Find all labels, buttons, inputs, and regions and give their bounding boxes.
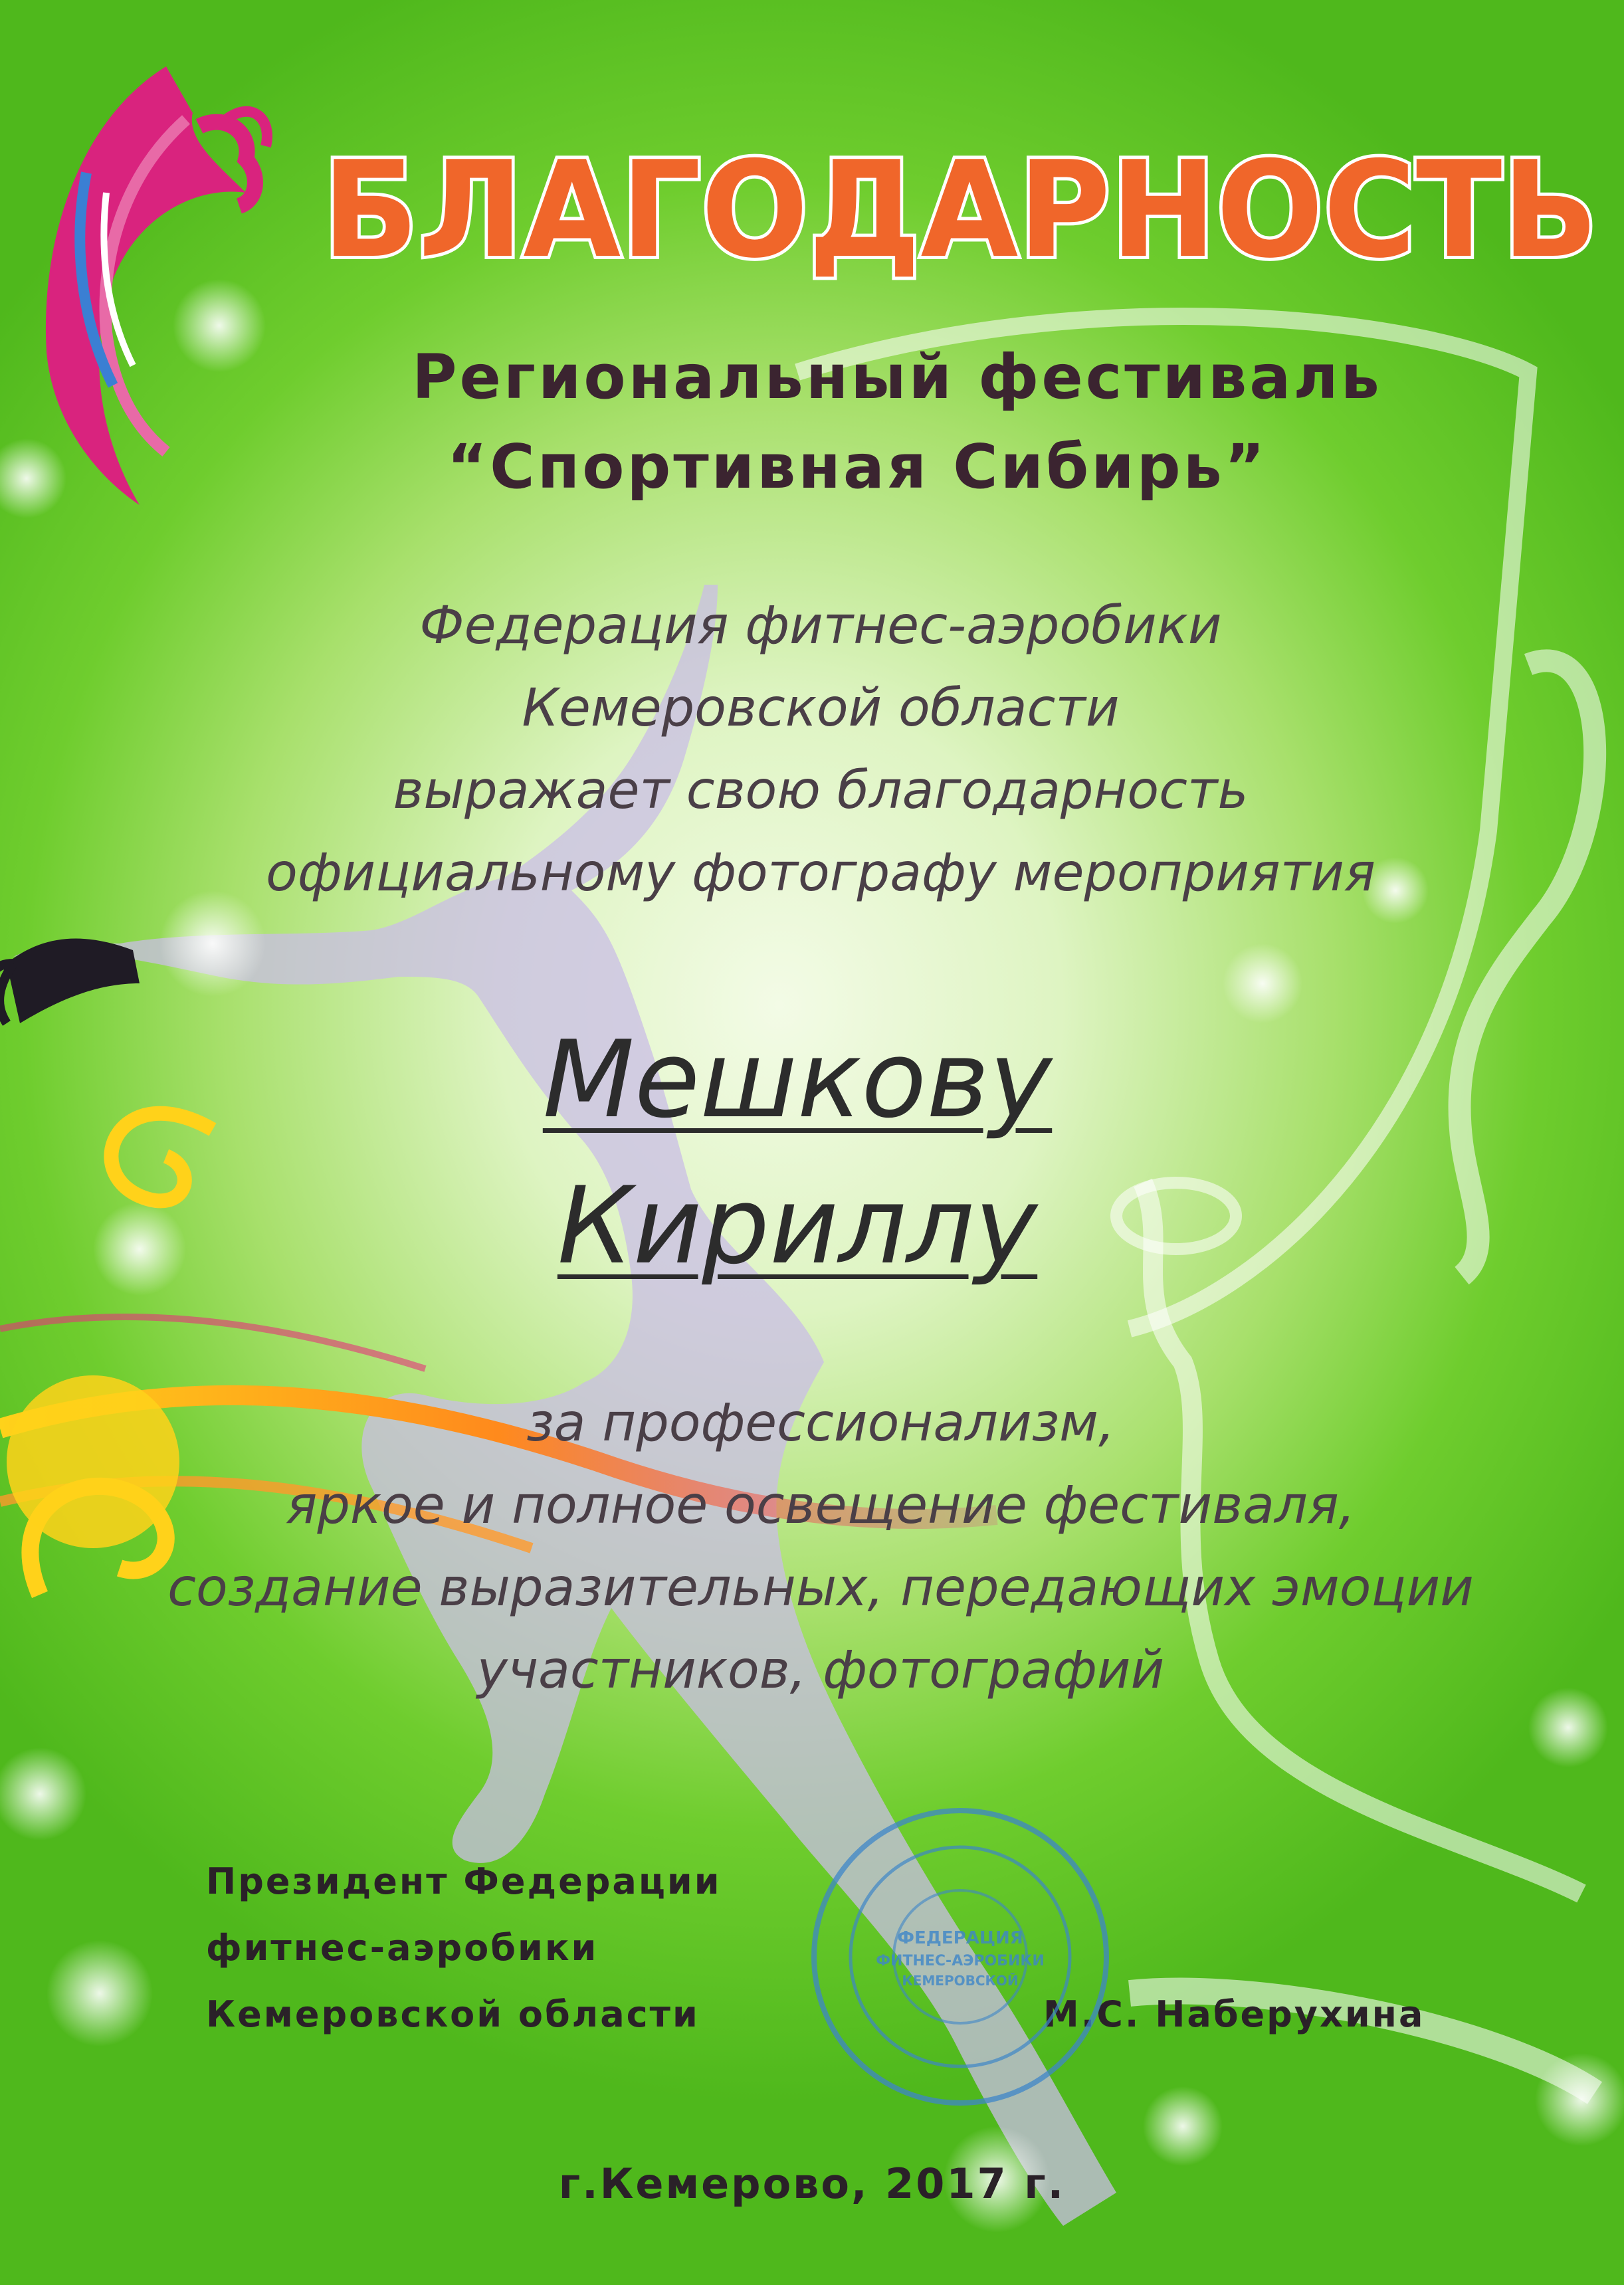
federation-statement [80,585,1562,914]
signer-position-line: фитнес-аэробики [206,1927,599,1969]
reason-line: за профессионализм, [526,1393,1115,1453]
recipient-first-name: Кириллу [557,1163,1038,1288]
title-text: БЛАГОДАРНОСТЬ [322,136,1598,288]
reason-line: участников, фотографий [476,1640,1165,1700]
federation-line: Кемеровской области [522,678,1120,738]
reason-line: создание выразительных, передающих эмоции [167,1558,1474,1618]
signer-position-line: Кемеровской области [206,1993,700,2035]
reason-line: яркое и полное освещение фестиваля, [286,1476,1356,1536]
place-and-date: г.Кемерово, 2017 г. [558,2159,1066,2208]
signer-name: М.С. Наберухина [1043,1993,1425,2035]
official-stamp [804,1801,1116,2113]
signer-position-line: Президент Федерации [206,1860,722,1902]
reason-statement [80,1382,1562,1712]
certificate-title [312,136,1608,289]
recipient-surname: Мешкову [542,1017,1053,1142]
festival-line-1: Региональный фестиваль [412,342,1382,413]
federation-line: официальному фотографу мероприятия [266,843,1375,903]
festival-line-2: “Спортивная Сибирь” [447,431,1268,502]
federation-line: Федерация фитнес-аэробики [419,596,1222,656]
svg-text:ФИТНЕС-АЭРОБИКИ: ФИТНЕС-АЭРОБИКИ [876,1953,1045,1969]
federation-line: выражает свою благодарность [393,761,1249,821]
svg-text:ФЕДЕРАЦИЯ: ФЕДЕРАЦИЯ [897,1928,1023,1948]
svg-text:КЕМЕРОВСКОЙ: КЕМЕРОВСКОЙ [902,1973,1019,1989]
